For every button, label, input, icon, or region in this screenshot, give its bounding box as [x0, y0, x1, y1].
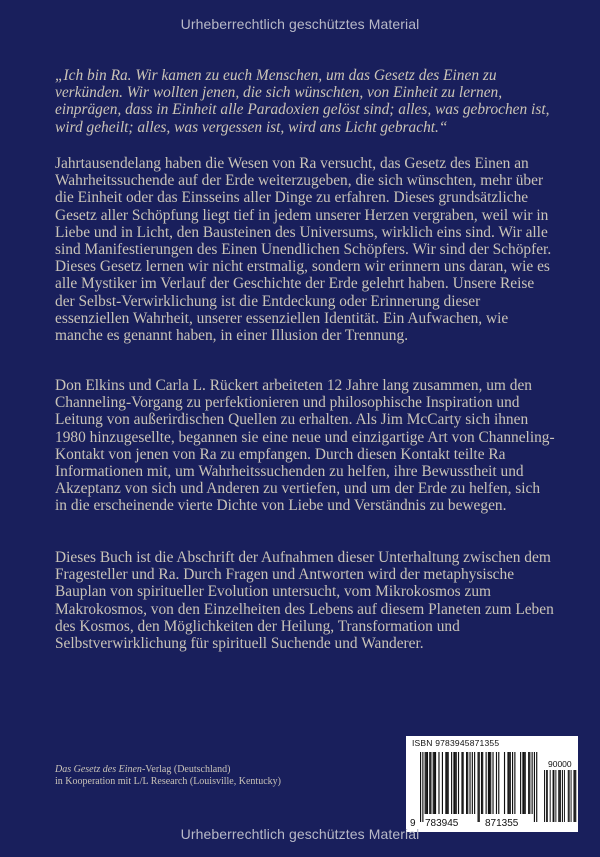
barcode-bar	[427, 752, 428, 814]
barcode-bar	[461, 752, 462, 814]
barcode-bar	[498, 752, 499, 814]
barcode-bar	[474, 752, 475, 814]
barcode-addon-bar	[568, 770, 569, 822]
barcode-digits-prefix: 9	[410, 818, 416, 829]
barcode-bar	[532, 752, 533, 814]
barcode-bar	[504, 752, 505, 814]
barcode-addon-bar	[554, 770, 555, 822]
publisher-country: -Verlag (Deutschland)	[141, 764, 231, 775]
barcode-addon-bar	[558, 770, 559, 822]
barcode-addon-bar	[546, 770, 547, 822]
barcode-bar	[528, 752, 529, 814]
publisher-credit	[55, 764, 375, 787]
barcode-bar	[451, 752, 452, 814]
copyright-watermark-bottom: Urheberrechtlich geschütztes Material	[180, 826, 420, 842]
isbn-label: ISBN 9783945871355	[412, 738, 500, 748]
barcode-bar	[492, 752, 493, 814]
barcode-addon-bar	[553, 770, 554, 822]
blurb-paragraph-2: Don Elkins und Carla L. Rückert arbeiteten 12 Jahre lang zusammen, um den Channeling-Vorgang zu perfektionieren und philosophische Inspiration und Leitung von außerirdischen Quellen zu erhalten. Als Jim McCarty sich ihnen 1980 hinzugesellte, begannen sie eine neue und einzigartige Art von Channeling-Kontakt von jenen von Ra zu empfangen. Durch diesen Kontakt teilte Ra Informationen mit, um Wahrheitssuchenden zu helfen, ihre Bewusstheit und Akzeptanz von sich und Anderen zu vertiefen, und um der Erde zu helfen, sich in die erscheinende vierte Dichte von Liebe und Verständnis zu bewegen.	[55, 377, 555, 515]
barcode-bar	[510, 752, 511, 814]
barcode-bar	[469, 752, 470, 814]
barcode-bar	[433, 752, 434, 814]
barcode-addon-bar	[562, 770, 563, 822]
barcode-bar	[529, 752, 530, 814]
barcode-digits-right: 871355	[485, 818, 519, 829]
barcode-bar	[490, 752, 491, 814]
publisher-name: Das Gesetz des Einen	[55, 764, 142, 775]
barcode-bar	[507, 752, 508, 814]
barcode-bar	[525, 752, 526, 814]
barcode-bar	[482, 752, 483, 814]
barcode-addon-bar	[550, 770, 551, 822]
barcode-bar	[425, 752, 426, 814]
barcode-bar	[445, 752, 446, 814]
barcode-bar	[536, 752, 537, 822]
barcode-bar	[434, 752, 435, 814]
barcode-addon-bar	[571, 770, 572, 822]
barcode-bar	[486, 752, 487, 814]
barcode-bar	[524, 752, 525, 814]
barcode-addon-bar	[573, 770, 574, 822]
barcode-bar	[467, 752, 468, 814]
barcode-bar	[496, 752, 497, 814]
barcode-bar	[429, 752, 430, 814]
barcode-addon-bar	[564, 770, 565, 822]
ra-quote: „Ich bin Ra. Wir kamen zu euch Menschen, um das Gesetz des Einen zu verkünden. Wir wollten jenen, die sich wünschten, von Einheit zu lernen, einprägen, dass in Einheit alle Paradoxien gelöst sind; alles, was gebrochen ist, wird geheilt; alles, was vergessen ist, wird ans Licht gebracht.“	[55, 67, 550, 136]
barcode-bar	[456, 752, 457, 814]
barcode-bar	[453, 752, 454, 814]
barcode-addon-bar	[569, 770, 570, 822]
barcode-bar	[522, 752, 523, 814]
copyright-watermark-top: Urheberrechtlich geschütztes Material	[180, 16, 420, 32]
barcode-addon-bar	[560, 770, 561, 822]
barcode-bar	[488, 752, 489, 814]
barcode-bar	[509, 752, 510, 814]
barcode-bar	[520, 752, 521, 814]
barcode-bar	[435, 752, 436, 814]
barcode-bar	[466, 752, 467, 814]
barcode-bar	[442, 752, 443, 814]
barcode-bar	[472, 752, 473, 814]
barcode-bar	[514, 752, 515, 814]
barcode-bar	[458, 752, 459, 814]
barcode-addon-bar	[544, 770, 545, 822]
blurb-paragraph-1: Jahrtausendelang haben die Wesen von Ra versucht, das Gesetz des Einen an Wahrheitssuchende auf der Erde weiterzugeben, die sich wünschten, mehr über die Einheit oder das Einsseins aller Dinge zu erfahren. Dieses grundsätzliche Gesetz aller Schöpfung liegt tief in jedem unserer Herzen vergraben, weil wir in Liebe und in Licht, den Bausteinen des Universums, wirklich eins sind. Wir alle sind Manifestierungen des Einen Unendlichen Schöpfers. Wir sind der Schöpfer. Dieses Gesetz lernen wir nicht erstmalig, sondern wir erinnern uns daran, wie es alle Mystiker im Verlauf der Geschichte der Erde gelehrt haben. Unsere Reise der Selbst-Verwirklichung ist die Entdeckung oder Erinnerung dieser essenziellen Wahrheit, unserer essenziellen Identität. Ein Aufwachen, wie manche es genannt haben, in einer Illusion der Trennung.	[55, 155, 552, 345]
barcode-bar	[478, 752, 479, 822]
barcode-addon-bar	[559, 770, 560, 822]
barcode-bar	[430, 752, 431, 814]
blurb-paragraph-3: Dieses Buch ist die Abschrift der Aufnahmen dieser Unterhaltung zwischen dem Fragesteller und Ra. Durch Fragen und Antworten wird der metaphysische Bauplan von spiritueller Evolution untersucht, vom Mikrokosmos zum Makrokosmos, von den Einzelheiten des Lebens auf diesem Planeten zum Leben des Kosmos, den Möglichkeiten der Heilung, Transformation und Selbstverwirklichung für spirituell Suchende und Wanderer.	[55, 549, 554, 653]
barcode-digits-left: 783945	[425, 818, 459, 829]
barcode-addon-bar	[555, 770, 556, 822]
barcode-addon-bar	[575, 770, 576, 822]
barcode-bar	[534, 752, 535, 822]
barcode-bar	[426, 752, 427, 814]
barcode-bar	[455, 752, 456, 814]
barcode-bar	[489, 752, 490, 814]
barcode-bar	[446, 752, 447, 814]
barcode-bar	[438, 752, 439, 814]
barcode-addon-bar	[547, 770, 548, 822]
barcode-bar	[481, 752, 482, 814]
barcode-bar	[422, 752, 423, 822]
barcode-bar	[512, 752, 513, 814]
publisher-line-1	[55, 764, 375, 776]
barcode-bar	[479, 752, 480, 822]
publisher-line-2: in Kooperation mit L/L Research (Louisville, Kentucky)	[55, 775, 281, 787]
barcode-bar	[420, 752, 421, 822]
price-code: 90000	[548, 759, 572, 769]
barcode-addon-bar	[574, 770, 575, 822]
barcode-bar	[448, 752, 449, 814]
barcode-bar	[463, 752, 464, 814]
